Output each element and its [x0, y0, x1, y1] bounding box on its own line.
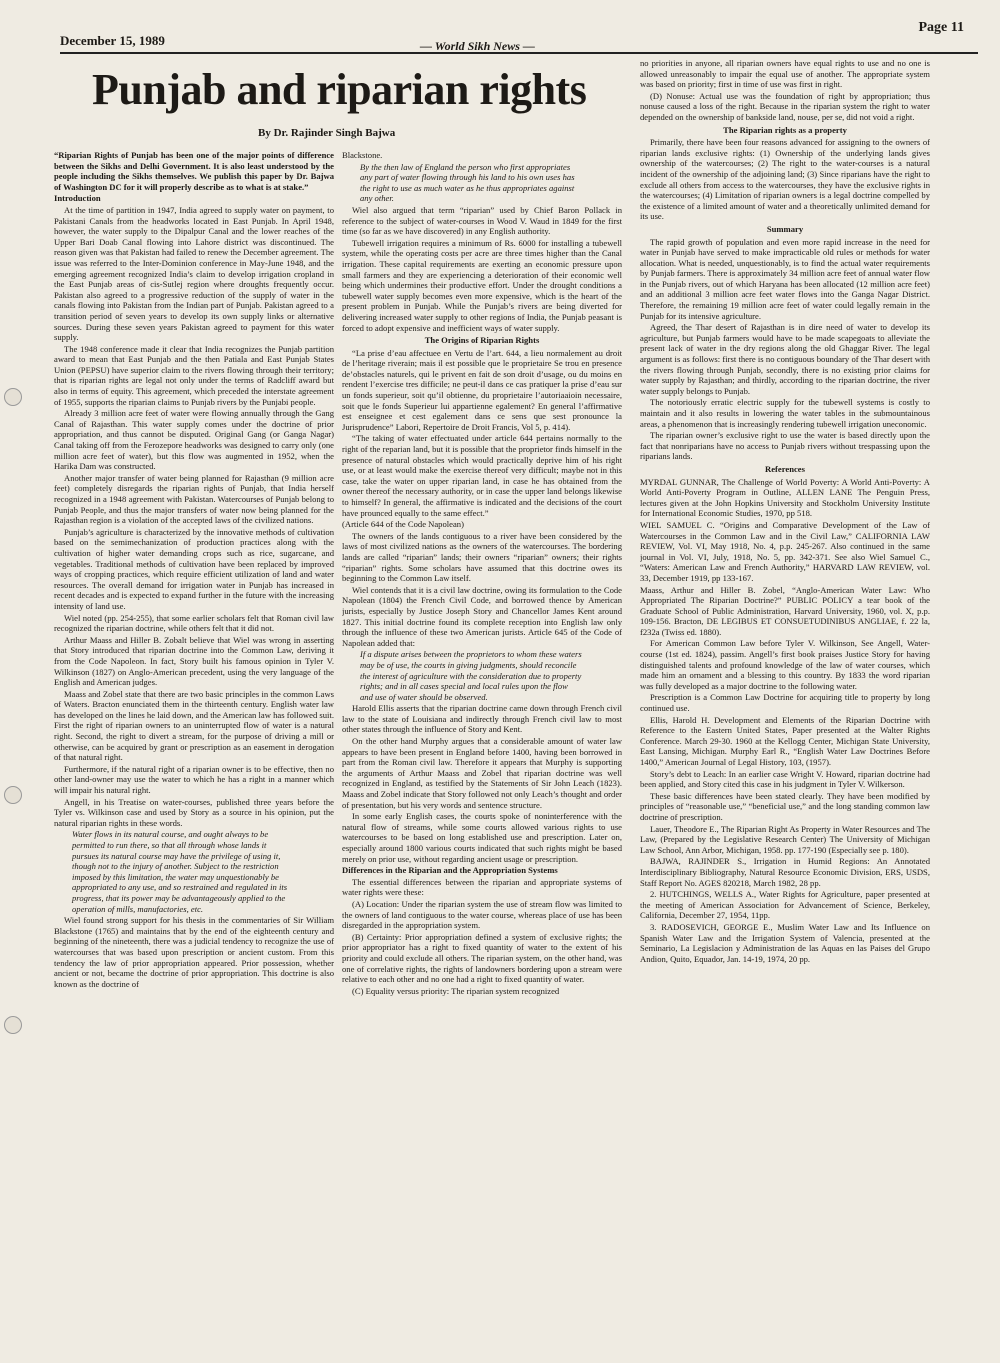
paragraph: Maass, Arthur and Hiller B. Zobel, “Anglo-American Water Law: Who Appropriated The Riparian Doctrine?” PUBLIC POLICY a tear book of the Graduate School of Public Administration, Harvard University, 1960, vol. X, p.p. 109-156. Bracton, DE LEGIBUS ET CONSUETUDINIBUS ANGLIAE, f. 22 la, f232a (Twiss ed. 1880). [640, 584, 930, 637]
paragraph: Agreed, the Thar desert of Rajasthan is in dire need of water to develop its agriculture, but Punjab farmers would have to be made scapegoats to alleviate the present lack of water in the dry regions along the old Ghaggar River. The legal argument is as follows: first there is no contiguous boundary of the Thar desert with the rivers flowing through Punjab, secondly, there is no existing prior claims for water supply by Rajasthan; and thirdly, according to the riparian doctrine, the river water supply belongs to Punjab. [640, 322, 930, 396]
paragraph: The essential differences between the riparian and appropriate systems of water rights were these: [342, 876, 622, 898]
page-number: Page 11 [918, 20, 964, 35]
paragraph: At the time of partition in 1947, India agreed to supply water on payment, to Pakistani Canals from the headworks located in East Punjab. In April 1948, however, the water supply to the Dipalpur Canal and the lower reaches of the Upper Bari Doab Canal flowing into Lahore district was discontinued. The reason given was that Pakistan had failed to renew the December agreement. The issue was referred to the Inter-Dominion conference in May-June 1948, and the emerging agreement recognized India’s claim to develop irrigation cropland in the East Punjab areas of cis-Sutlej region where droughts frequently occur. Pakistan also agreed to a progressive reduction of the supply of water in the canals flowing into Pakistan from the Indian part of Punjab. Pakistan agreed to a transition period of seven years to develop its own supply links or alternative sources. During these seven years Pakistan agreed to payment for this water supply. [54, 204, 334, 343]
paragraph: The owners of the lands contiguous to a river have been considered by the laws of most civilized nations as the owners of the watercourses. The bordering lands are called “riparian” lands; their owners “riparian” owners; their rights “riparian” rights. Some scholars have assumed that this doctrine owes its beginning to the Common Law itself. [342, 530, 622, 584]
paragraph: Wiel contends that it is a civil law doctrine, owing its formulation to the Code Napolean (1804) the French Civil Code, and borrowed thence by American jurists, especially by Justice Joseph Story and Chancellor James Kent around 1827. This initial doctrine found its complete reception into English law only through the influence of these two American jurists. Article 645 of the Code of Napolean added that: [342, 584, 622, 648]
paragraph: Punjab’s agriculture is characterized by the innovative methods of cultivation based on the semimechanization of production practices along with the cultivation of higher water demanding crops such as rice, sugarcane, and vegetables. Traditional methods of cultivation have been replaced by improved ways of cropping practices, which require efficient utilization of land and water resources. The overall demand for irrigation water in Punjab has increased in recent decades and is expected to expand further in the future with the increasing intensity of land use. [54, 526, 334, 611]
paragraph: Lauer, Theodore E., The Riparian Right As Property in Water Resources and The Law, (Prepared by the Legislative Research Center) The University of Michigan Law School, Ann Arbor, Michigan, 1958. pp. 177-190 (Especially see p. 180). [640, 823, 930, 855]
paragraph: The rapid growth of population and even more rapid increase in the need for water in Punjab have served to make impracticable old rules or methods for water allocation. What is needed, unquestionably, is to find the actual water requirements by Punjab farmers. There is approximately 34 million acre feet of annual water flow in the Punjab rivers, out of which Haryana has been allocated (12 million acre feet) and an additional 3 million acre feet water flows into the Ganga Nagar District. Therefore, the remaining 19 million acre feet of water could legally remain in the Punjab for its intensive agriculture. [640, 236, 930, 321]
paragraph: Ellis, Harold H. Development and Elements of the Riparian Doctrine with Reference to the Eastern United States, Paper presented at the Walter Rights Conference. March 29-30. 1960 at the Kellogg Center, Michigan State University, East Lansing, Michigan. Murphy Earl R., “English Water Law Doctrines Before 1400,” American Journal of Legal History, 103, (1957). [640, 714, 930, 767]
article-headline: Punjab and riparian rights [92, 65, 587, 114]
block-quote: By the then law of England the person who first appropriates any part of water flowing through his land to his own uses has the right to use as much water as he thus appropriates against any other. [360, 161, 575, 204]
paragraph: (A) Location: Under the riparian system the use of stream flow was limited to the owners of land contiguous to the water course, whereas place of use has been disregarded in the appropriation system. [342, 898, 622, 931]
paragraph: Wiel found strong support for his thesis in the commentaries of Sir William Blackstone (1765) and maintains that by the end of the eighteenth century and beginning of the nineteenth, there was a judicial tendency to recognize the use of watercourses that was based upon prescription or ancient custom. From this tendency the law of prior appropriation appeared. Prior possession, whether ancient or not, became the doctrine of prior appropriation. This doctrine is also known as the doctrine of [54, 915, 334, 989]
block-quote: If a dispute arises between the proprietors to whom these waters may be of use, the courts in giving judgments, should reconcile the interest of agriculture with the consideration due to property rights; and in all cases special and local rules upon the flow and use of water should be observed. [360, 649, 582, 702]
paragraph: “Riparian Rights of Punjab has been one of the major points of difference between the Sikhs and Delhi Government. It is also least understood by the people including the Sikhs themselves. We publish this paper by Dr. Bajwa of Washington DC for it will properly describe as to what is at stake.” [54, 150, 334, 192]
paragraph: Story’s debt to Leach: In an earlier case Wright V. Howard, riparian doctrine had been applied, and Story cited this case in his judgment in Tyler V. Wilkerson. [640, 768, 930, 790]
paragraph: Wiel also argued that term “riparian” used by Chief Baron Pollack in reference to the subject of water-courses in Wood V. Waud in 1849 for the first time (so far as we have discovered) in any English authority. [342, 204, 622, 237]
paragraph: “The taking of water effectuated under article 644 pertains normally to the right of the reparian land, but it is possible that the proprietor finds himself in the presence of natural obstacles which would practically deprive him of his right use, or at least would make the exercise thereof very difficult; maybe not in this case, take the water on upper riparian land, in case he has obtained from the owner thereof the necessary authority, or in case the upper land belongs likewise to himself? In general, the affirmative is indicated and the decisions of the court have prounced equally to the same effect.” [342, 433, 622, 518]
paragraph: (B) Certainty: Prior appropriation defined a system of exclusive rights; the prior appropriator has a right to fixed quantity of water to the extent of his priority and could exclude all others. The riparian system, on the other hand, was one of correlative rights, the rights of landowners bordering upon a stream were relative to each other and no one had a right to fixed quantity of water. [342, 931, 622, 985]
issue-date: December 15, 1989 [60, 33, 165, 48]
paragraph: MYRDAL GUNNAR, The Challenge of World Poverty: A World Anti-Poverty: A World Anti-Poverty Program in Outline, ALLEN LANE The Penguin Press, lectures given at the John Hopkins University and Stockholm University Institute for International Economic Studies, 1970, pp 518. [640, 476, 930, 519]
paragraph: Another major transfer of water being planned for Rajasthan (9 million acre feet) completely disregards the riparian rights of Punjab, that India herself recognized in a 1948 agreement with Pakistan. Watercourses of Punjab belong to Punjab People, and thus the major transfers of water now being planned for the Rajasthan region is a violation of the accepted laws of the civilized nations. [54, 472, 334, 526]
paragraph: WIEL SAMUEL C. “Origins and Comparative Development of the Law of Watercourses in the Common Law and in the Civil Law,” CALIFORNIA LAW REVIEW, Vol. VI, May 1918, No. 4, p.p. 245-267. Also continued in the same journal in Vol. VI, July, 1918, No. 5, pp. 342-371. See also Wiel Samuel C., “Waters: American Law and French Authority,” HARVARD LAW REVIEW, vol. 33, December 1919, pp 133-167. [640, 519, 930, 583]
paragraph: Angell, in his Treatise on water-courses, published three years before the Tyler vs. Wilkinson case and used by Story as a source in his opinion, put the natural riparian rights in these words. [54, 796, 334, 828]
paragraph: 3. RADOSEVICH, GEORGE E., Muslim Water Law and Its Influence on Spanish Water Law and the Irrigation System of Valencia, presented at the Seminario, La Legislacion y Administration de las Aquas en las Paises del Grupo Andion, Quito, Equador, Jan. 14-19, 1974, 20 pp. [640, 921, 930, 964]
paragraph: Tubewell irrigation requires a minimum of Rs. 6000 for installing a tubewell system, while the operating costs per acre are three times higher than the Canal irrigation. These capital requirements are exerting an economic pressure upon small farmers and they are experiencing a deterioration of their economic well being which undermines their productive effort. Under the drought conditions a tubewell water supply becomes even more expensive, which is the heart of the present problem in Punjab. While the Punjab’s rivers are being diverted for delivering increased water supply to other regions of India, the Punjab peasant is forced to adopt expensive and inefficient ways of water supply. [342, 237, 622, 333]
paragraph: (C) Equality versus priority: The riparian system recognized [352, 985, 560, 996]
paragraph: The notoriously erratic electric supply for the tubewell systems is costly to maintain and it also results in lowering the water tables in the submountainous areas, a phenomenon that is increasingly rendering tubewell irrigation uneconomic. [640, 397, 930, 429]
paragraph: Maass and Zobel state that there are two basic principles in the common Laws of Waters. Bracton enunciated them in the thirteenth century. English water law has developed on the lines he laid down, and the American law has followed suit. First the right of riparian owners to an uninterrupted flow of water is a natural right. Second, the right to divert a stream, for the purpose of driving a mill or otherwise, can be acquired by grant or prescription as an easement in derogation of that natural right. [54, 688, 334, 763]
paragraph: On the other hand Murphy argues that a considerable amount of water law appears to have been present in England before 1400, having been borrowed in part from the Roman civil law. Therefore it appears that Murphy is supporting the arguments of Arthur Maass and Zobel that riparian doctrine was well recognized in England, as testified by the Statements of Sir John Leach (1823). Maass and Zobel indicate that Story followed not only Leach’s thought and order of presentation, but his very words and sentence structure. [342, 736, 622, 810]
paragraph: Prescription is a Common Law Doctrine for acquiring title to property by long continued use. [640, 692, 930, 714]
paragraph: Primarily, there have been four reasons advanced for assigning to the owners of riparian lands exclusive rights: (1) Ownership of the underlying lands gives ownership of the watercourses; (2) The right to the water-courses is a natural incident of the ownership of the adjoining land; (3) Since riparians have the right to exclude all others from access to the watercourses, they have the exclusive rights in the watercourses; (4) Limitation of riparian owners is a legal doctrine compelled by the existence of a limited amount of water and a theoretically unlimited demand for its use. [640, 137, 930, 222]
article-column-3 [640, 58, 930, 1348]
paragraph: The 1948 conference made it clear that India recognizes the Punjab partition award to mean that East Punjab and the then Patiala and East Punjab States Union (PEPSU) have superior claim to the rivers flowing through their territory; that is riparian rights are legal not only under the terms of Radcliff award but also in terms of equity. This agreement, which preceded the interstate agreement of 1955, supports the riparian claims to Punjab rivers by the Punjabi people. [54, 343, 334, 407]
paragraph: Arthur Maass and Hiller B. Zobalt believe that Wiel was wrong in asserting that Story introduced that riparian doctrine into the Common Law, deriving it from the Code Napoleon. In fact, Story built his famous opinion in Tyler V. Wilkinson (1827) on Anglo-American precedent, using the very language of the English and American judges. [54, 634, 334, 688]
article-column-1 [54, 150, 334, 1350]
paragraph: The riparian owner’s exclusive right to use the water is based directly upon the fact that nonriparians have no access to Punjab rivers without trespassing upon the riparians lands. [640, 430, 930, 462]
block-quote: Water flows in its natural course, and ought always to be permitted to run there, so that all through whose lands it pursues its natural course may have the privilege of using it, though not to the injury of another. Subject to the restriction imposed by this limitation, the water may unquestionably be appropriated to any use, and so restrained and regulated in its progress, that its power may be advantageously applied to the operation of mills, manufactories, etc. [72, 829, 288, 914]
paragraph: Already 3 million acre feet of water were flowing annually through the Gang Canal of Rajasthan. This water supply comes under the doctrine of prior appropriation, and thus cannot be disputed. Original Gang (or Ganga Nagar) Canal taking off from the Ferozepore headworks was designed to carry only (one million acre feet of water), but this flow was augmented in 1952, when the Harika Dam was constructed. [54, 408, 334, 472]
section-heading: Summary [766, 223, 804, 234]
binder-hole [4, 388, 22, 406]
paragraph: Blackstone. [342, 150, 383, 160]
paragraph: BAJWA, RAJINDER S., Irrigation in Humid Regions: An Annotated Interdisciplinary Bibliography, Natural Resource Economic Division, ERS, USDS, Staff Report No. AGES 820218, March 1982, 28 pp. [640, 856, 930, 888]
section-heading: References [765, 463, 805, 474]
article-column-2 [342, 150, 622, 1350]
paragraph: no priorities in anyone, all riparian owners have equal rights to use and no one is allowed unreasonably to impair the equal use of another. The appropriate system was based on priority; first in time of use was first in right. [640, 58, 930, 90]
section-heading: The Origins of Riparian Rights [424, 335, 540, 346]
paragraph: Wiel noted (pp. 254-255), that some earlier scholars felt that Roman civil law recognized the riparian doctrine, while others felt that it did not. [54, 612, 334, 634]
paragraph: “La prise d’eau affectuee en Vertu de l’art. 644, a lieu normalement au droit de l’heritage riverain; mais il est possible que le proprietaire Se trou en presence de’obstacles naturels, qui le privent en fait de son droit d’usage, ou du moins en rendent l’exercise tres difficile; ne peut-il dans ce cas pratiquer la prise d’eau sur un fonds superieur, soit qu’il obtienne, du proprietaire l’autoriaaioin necessaire, soit que le fonds Superieur lui appartienne egalement? En general l’affirmative est enseignee et cest egalement dans ce sens que sest pronounce la Jurisprudence” Labori, Repertoire de Droit Francis, Vol 5, p. 414). [342, 347, 622, 432]
paragraph: Harold Ellis asserts that the riparian doctrine came down through French civil law to the state of Louisiana and indirectly through French civil law to most other states through the influence of Story and Kent. [342, 703, 622, 735]
section-heading: The Riparian rights as a property [723, 124, 847, 135]
article-byline: By Dr. Rajinder Singh Bajwa [258, 127, 396, 139]
paragraph: These basic differences have been stated clearly. They have been modified by principles of “reasonable use,” “beneficial use,” and the long standing common law doctrine of prescription. [640, 790, 930, 822]
paragraph: For American Common Law before Tyler V. Wilkinson, See Angell, Water-course (1st ed. 1824), passim. Angell’s first book praises Justice Story for having distinguished talents and profound knowledge of the law of water courses, which made him an ornament and a blessing to this country. By 1833 the word riparian was fully developed as a major doctrine to the following water. [640, 638, 930, 691]
paragraph: (D) Nonuse: Actual use was the foundation of right by appropriation; thus nonuse caused a loss of the right. Because in the riparian system the right to water depended on the ownership of bankside land, nouse, per se, did not void a right. [640, 90, 930, 122]
binder-hole [4, 786, 22, 804]
binder-hole [4, 1016, 22, 1034]
section-heading: Introduction [54, 193, 101, 204]
header-rule [60, 52, 978, 54]
paragraph: Furthermore, if the natural right of a riparian owner is to be effective, then no other land-owner may use the water to which he has a right in a manner which will impair his natural right. [54, 763, 334, 796]
paragraph: In some early English cases, the courts spoke of noninterference with the natural flow of streams, while some courts allowed various rights to use watercourses to be based on long established use and prescription. Later on, especially around 1800 various courts indicated that such rights might be based merely on prior use, without regarding ancient usage or prescription. [342, 811, 622, 864]
publication-name: — World Sikh News — [420, 39, 535, 53]
section-heading: Differences in the Riparian and the Appropriation Systems [342, 865, 558, 876]
paragraph: (Article 644 of the Code Napolean) [342, 519, 464, 530]
paragraph: 2. HUTCHINGS, WELLS A., Water Rights for Agriculture, paper presented at the meeting of American Association for Advancement of Science, Berkeley, California, December 27, 1954, 11pp. [640, 889, 930, 921]
